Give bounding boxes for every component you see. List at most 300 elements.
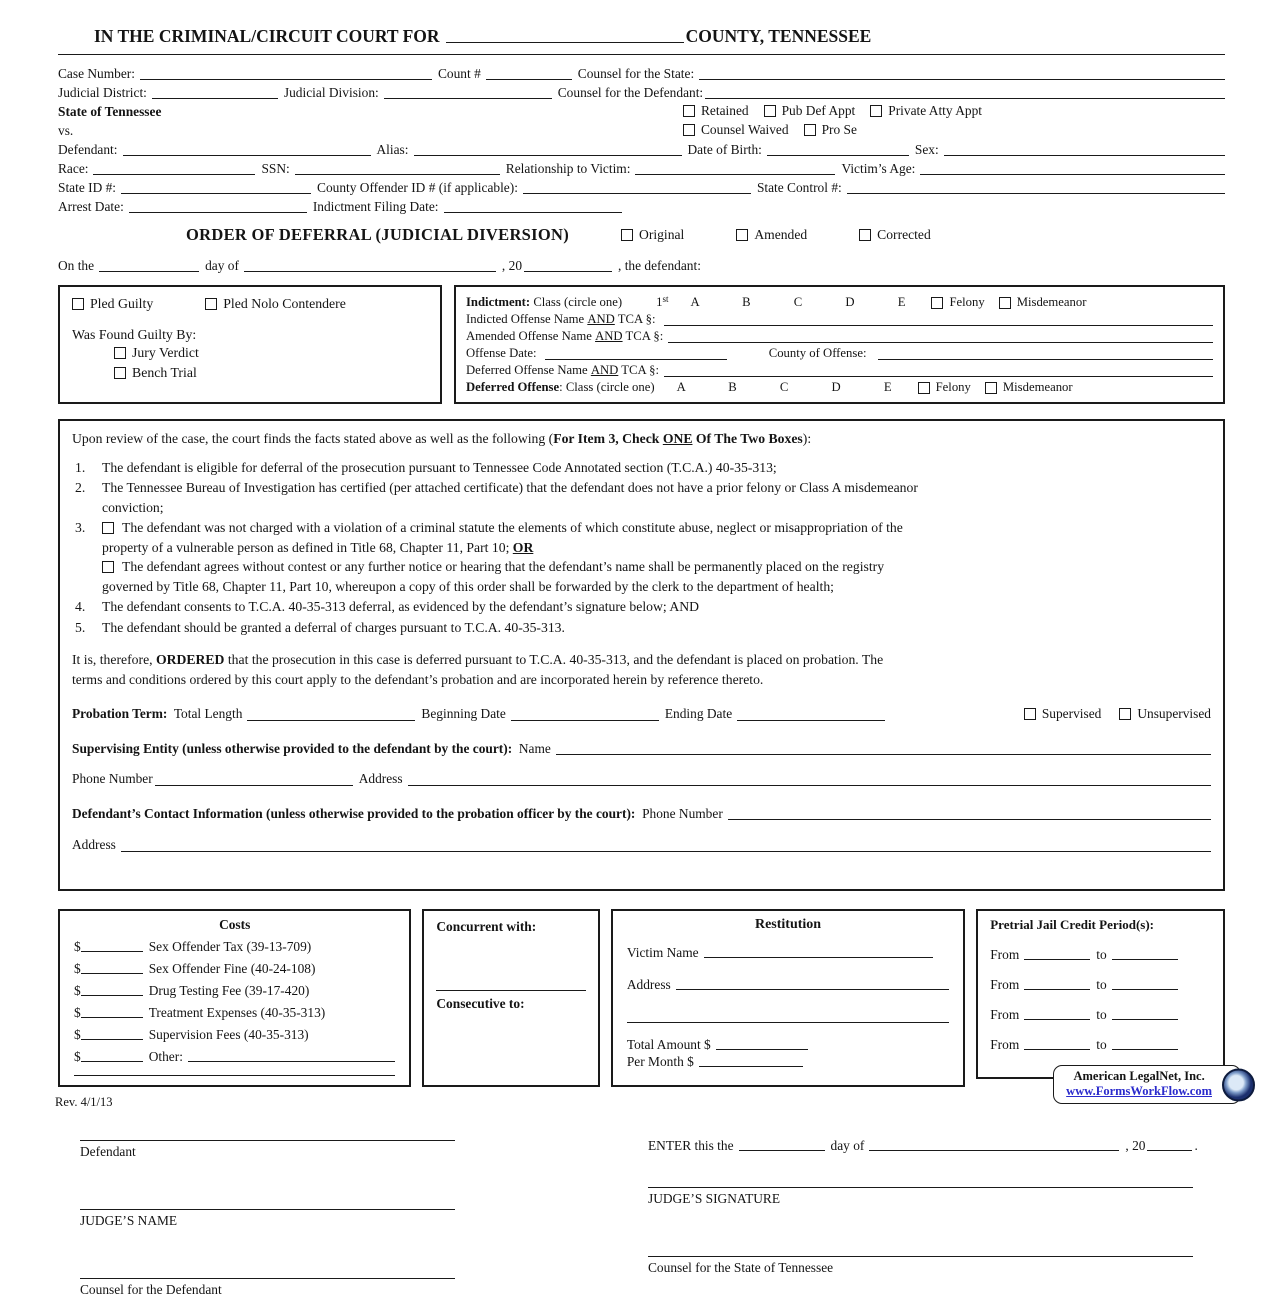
corrected-option [859, 227, 931, 243]
class-first: 1st [656, 294, 669, 309]
indictment-felony-option [931, 294, 984, 311]
ordered-text-line2: terms and conditions ordered by this court apply to the defendant’s probation and are incorporated herein by reference thereto. [72, 671, 764, 687]
indictment-filing-blank[interactable] [444, 212, 622, 213]
offense-date-label: Offense Date: [466, 346, 540, 360]
jail-credit-to-blank[interactable] [1112, 989, 1178, 990]
indicted-offense-row [466, 311, 1213, 328]
victim-name-label: Victim Name [626, 944, 699, 960]
beginning-date-label: Beginning Date [421, 706, 506, 721]
enter-year-blank[interactable] [1147, 1150, 1192, 1151]
signature-right-column [648, 1131, 1198, 1298]
order-date-row [58, 256, 1225, 275]
deferred-felony-label: Felony [935, 380, 971, 394]
jail-credit-from-blank[interactable] [1024, 1019, 1090, 1020]
cost-label: Supervision Fees (40-35-313) [148, 1026, 309, 1042]
item-text: The defendant should be granted a deferral of charges pursuant to T.C.A. 40-35-313. [102, 619, 565, 635]
relationship-blank[interactable] [635, 174, 835, 175]
county-of-offense-label: County of Offense: [768, 346, 873, 360]
supervising-phone-blank[interactable] [155, 785, 353, 786]
intro-one-underlined: ONE [662, 431, 693, 446]
checkbox-bench-trial[interactable] [114, 367, 126, 379]
from-label: From [990, 976, 1020, 992]
order-month-blank[interactable] [244, 271, 496, 272]
counsel-state-line[interactable] [648, 1247, 1193, 1257]
deferred-class-letters: A B C D E [676, 380, 892, 394]
pled-nolo-option [205, 296, 346, 312]
order-year-blank[interactable] [524, 271, 612, 272]
deferred-class-circle-label: : Class (circle one) [559, 380, 655, 394]
judicial-division-blank[interactable] [384, 98, 552, 99]
county-offender-label: County Offender ID # (if applicable): [317, 180, 518, 195]
plea-box [58, 285, 442, 404]
order-day-blank[interactable] [99, 271, 199, 272]
cost-row-supervision-fees [74, 1026, 395, 1043]
dob-blank[interactable] [767, 155, 909, 156]
checkbox-amended[interactable] [736, 229, 748, 241]
contact-phone-label: Phone Number [635, 805, 723, 821]
judicial-row [58, 83, 1225, 102]
from-label: From [990, 946, 1020, 962]
count-blank[interactable] [486, 79, 572, 80]
supervising-address-blank[interactable] [408, 785, 1211, 786]
checkbox-jury-verdict[interactable] [114, 347, 126, 359]
state-of-tennessee-label: State of Tennessee [58, 104, 162, 119]
county-of-offense-blank[interactable] [878, 359, 1213, 360]
counsel-waived-label: Counsel Waived [701, 122, 789, 137]
costs-title: Costs [219, 916, 251, 932]
jury-verdict-option [114, 345, 428, 363]
day-of-label: day of [205, 258, 239, 273]
cost-row-other [74, 1048, 395, 1065]
checkbox-original[interactable] [621, 229, 633, 241]
findings-intro [72, 429, 1211, 449]
consecutive-to-label: Consecutive to: [436, 996, 525, 1012]
checkbox-unsupervised[interactable] [1119, 708, 1131, 720]
item-number: 1. [75, 459, 86, 475]
indictment-class-letters: A B C D E [690, 295, 906, 309]
cost-amount-blank[interactable] [81, 995, 143, 996]
victims-age-blank[interactable] [920, 174, 1225, 175]
formsworkflow-link[interactable]: www.FormsWorkFlow.com [1066, 1084, 1212, 1098]
deferred-misdemeanor-option [985, 379, 1073, 396]
total-length-blank[interactable] [247, 720, 415, 721]
judges-name-signature [80, 1200, 455, 1229]
jail-credit-to-blank[interactable] [1112, 1019, 1178, 1020]
globe-icon [1222, 1068, 1255, 1101]
pro-se-label: Pro Se [821, 122, 857, 137]
counsel-defendant-label: Counsel for the Defendant: [557, 85, 704, 100]
sex-blank[interactable] [944, 155, 1225, 156]
amended-label: Amended [754, 227, 808, 242]
deferred-offense-class-row [466, 379, 1213, 396]
cost-label: Drug Testing Fee (39-17-420) [148, 982, 310, 998]
pled-guilty-option [72, 296, 153, 312]
state-id-blank[interactable] [121, 193, 311, 194]
retained-label: Retained [701, 103, 749, 118]
ordered-text: It is, therefore, [72, 652, 156, 667]
corrected-label: Corrected [877, 227, 931, 242]
cost-label: Sex Offender Tax (39-13-709) [148, 938, 312, 954]
and-underlined: AND [590, 363, 619, 377]
item-text: The Tennessee Bureau of Investigation has certified (per attached certificate) that the defendant does not have a prior felony or Class A misdemeanor conviction; [102, 480, 918, 515]
enter-date-row [648, 1131, 1198, 1154]
page-title [58, 26, 1225, 55]
indicted-offense-blank[interactable] [664, 325, 1213, 326]
to-label: to [1096, 1036, 1107, 1052]
name-label: Name [512, 740, 551, 756]
judicial-division-label: Judicial Division: [283, 85, 379, 100]
checkbox-pled-guilty[interactable] [72, 298, 84, 310]
item3b-line2: governed by Title 68, Chapter 11, Part 10, whereupon a copy of this order shall be forwarded by the clerk to the department of health; [102, 578, 834, 594]
deferred-offense-label: Deferred Offense [466, 380, 560, 394]
currency-symbol: $ [74, 960, 81, 976]
findings-items [72, 458, 1211, 638]
count-label: Count # [437, 66, 481, 81]
restitution-title: Restitution [754, 916, 822, 932]
item-number: 4. [75, 599, 86, 614]
or-underlined: OR [512, 539, 534, 555]
defendant-signature-line[interactable] [80, 1131, 455, 1141]
bench-trial-label: Bench Trial [132, 365, 197, 380]
total-amount-row [627, 1037, 949, 1053]
amended-option [736, 227, 807, 243]
jail-credit-to-blank[interactable] [1112, 959, 1178, 960]
cost-row-drug-testing-fee [74, 982, 395, 999]
arrest-date-row [58, 197, 1225, 216]
and-underlined: AND [595, 329, 623, 343]
alias-blank[interactable] [414, 155, 682, 156]
unsupervised-option [1119, 704, 1211, 724]
intro-text: ): [802, 431, 812, 446]
probation-term-label: Probation Term: [72, 706, 168, 721]
race-row [58, 159, 1225, 178]
to-label: to [1096, 946, 1107, 962]
counsel-type-group [683, 101, 982, 120]
checkbox-pro-se[interactable] [804, 124, 816, 136]
restitution-address-blank-2[interactable] [627, 1012, 949, 1023]
judges-signature-line[interactable] [648, 1178, 1193, 1188]
on-the-label: On the [58, 258, 95, 273]
item3a-line1: The defendant was not charged with a violation of a criminal statute the elements of which constitute abuse, neglect or misappropriation of the [122, 520, 903, 535]
plea-options-row [72, 296, 428, 312]
item-number: 2. [75, 480, 86, 495]
defendant-signature [80, 1131, 455, 1160]
pub-def-appt-option [764, 101, 856, 120]
cost-row-sex-offender-tax [74, 938, 395, 955]
restitution-address-label: Address [626, 976, 671, 992]
phone-number-label: Phone Number [72, 771, 153, 786]
counsel-state-signature [648, 1247, 1193, 1276]
judicial-district-label: Judicial District: [58, 85, 147, 100]
alias-label: Alias: [376, 142, 409, 157]
checkbox-retained[interactable] [683, 105, 695, 117]
arrest-date-blank[interactable] [129, 212, 307, 213]
case-number-blank[interactable] [140, 79, 432, 80]
indictment-class-row [466, 291, 1213, 311]
offense-date-row [466, 345, 1213, 362]
private-atty-appt-label: Private Atty Appt [888, 103, 982, 118]
cost-row-treatment-expenses [74, 1004, 395, 1021]
item-text: The defendant is eligible for deferral of the prosecution pursuant to Tennessee Code Annotated section (T.C.A.) 40-35-313; [102, 459, 777, 475]
indictment-misdemeanor-option [999, 294, 1087, 311]
offense-date-blank[interactable] [545, 359, 727, 360]
counsel-defendant-line[interactable] [80, 1269, 455, 1279]
from-label: From [990, 1036, 1020, 1052]
costs-box [58, 909, 411, 1087]
beginning-date-blank[interactable] [511, 720, 659, 721]
intro-bold: For Item 3, Check [553, 431, 663, 446]
ordered-paragraph [72, 650, 1211, 689]
currency-symbol: $ [74, 1048, 81, 1064]
cost-other-blank[interactable] [188, 1061, 395, 1062]
counsel-defendant-blank[interactable] [705, 98, 1225, 99]
class-circle-label: Class (circle one) [530, 295, 623, 309]
checkbox-pub-def-appt[interactable] [764, 105, 776, 117]
ssn-blank[interactable] [295, 174, 500, 175]
arrest-date-label: Arrest Date: [58, 199, 124, 214]
amended-offense-row [466, 328, 1213, 345]
checkbox-corrected[interactable] [859, 229, 871, 241]
item-text [102, 518, 1211, 596]
relationship-label: Relationship to Victim: [505, 161, 631, 176]
checkbox-item3-registry-agree[interactable] [102, 561, 114, 573]
currency-symbol: $ [74, 1004, 81, 1020]
intro-bold: Of The Two Boxes [692, 431, 803, 446]
defendant-label: Defendant: [58, 142, 118, 157]
checkbox-indictment-misdemeanor[interactable] [999, 297, 1011, 309]
ordered-text: that the prosecution in this case is deferred pursuant to T.C.A. 40-35-313, and the defendant is placed on probation. The [224, 652, 884, 667]
county-offender-blank[interactable] [523, 193, 751, 194]
defendant-phone-blank[interactable] [728, 819, 1211, 820]
counsel-state-blank[interactable] [699, 79, 1225, 80]
cost-amount-blank[interactable] [81, 1061, 143, 1062]
original-option [621, 227, 684, 243]
item3b-line1: The defendant agrees without contest or any further notice or hearing that the defendant’s name shall be permanently placed on the registry [122, 559, 885, 574]
the-defendant-label: , the defendant: [618, 258, 701, 273]
cost-extra-line[interactable] [74, 1065, 395, 1076]
state-control-blank[interactable] [847, 193, 1225, 194]
case-number-row [58, 64, 1225, 83]
court-form-page [0, 26, 1275, 1297]
pled-nolo-label: Pled Nolo Contendere [223, 296, 346, 311]
defendant-address-blank[interactable] [121, 851, 1211, 852]
revision-date: Rev. 4/1/13 [55, 1095, 113, 1109]
indictment-label: Indictment: [466, 295, 531, 309]
judges-name-label: JUDGE’S NAME [80, 1212, 178, 1228]
judges-signature [648, 1178, 1193, 1207]
original-label: Original [639, 227, 685, 242]
dob-label: Date of Birth: [687, 142, 762, 157]
defendant-blank[interactable] [123, 155, 371, 156]
jail-credit-row [990, 977, 1211, 993]
checkbox-counsel-waived[interactable] [683, 124, 695, 136]
pled-guilty-label: Pled Guilty [90, 296, 154, 311]
private-atty-appt-option [870, 101, 982, 120]
per-month-label: Per Month $ [626, 1053, 694, 1069]
victim-name-row [627, 945, 949, 961]
checkbox-deferred-felony[interactable] [918, 382, 930, 394]
deferred-offense-name-label: Deferred Offense Name [466, 363, 591, 377]
race-label: Race: [58, 161, 89, 176]
jail-credit-row [990, 947, 1211, 963]
concurrent-box [422, 909, 599, 1087]
supervising-entity-row [72, 739, 1211, 759]
finding-item-3 [72, 518, 1211, 596]
judicial-district-blank[interactable] [152, 98, 278, 99]
self-representation-group [683, 120, 857, 139]
jail-credit-from-blank[interactable] [1024, 959, 1090, 960]
cost-row-sex-offender-fine [74, 960, 395, 977]
state-of-tennessee-row [58, 102, 1225, 121]
checkbox-private-atty-appt[interactable] [870, 105, 882, 117]
defendant-row [58, 140, 1225, 159]
indictment-felony-label: Felony [949, 295, 985, 309]
county-name-blank[interactable] [446, 42, 684, 43]
tca-label: TCA §: [618, 363, 659, 377]
finding-item-2 [72, 478, 1211, 517]
plea-indictment-section [58, 285, 1225, 404]
sex-label: Sex: [914, 142, 939, 157]
restitution-address-blank[interactable] [676, 989, 949, 990]
victims-age-label: Victim’s Age: [841, 161, 916, 176]
judges-name-line[interactable] [80, 1200, 455, 1210]
judges-signature-label: JUDGE’S SIGNATURE [648, 1190, 781, 1206]
currency-symbol: $ [74, 938, 81, 954]
order-heading-row [58, 225, 1225, 245]
per-month-blank[interactable] [699, 1066, 803, 1067]
defendant-address-row [72, 835, 1211, 855]
item3a-line2: property of a vulnerable person as defined in Title 68, Chapter 11, Part 10; [102, 539, 513, 555]
defendant-contact-label: Defendant’s Contact Information (unless otherwise provided to the probation officer by the court): [72, 805, 636, 821]
enter-period: . [1194, 1137, 1198, 1153]
indictment-misdemeanor-label: Misdemeanor [1016, 295, 1087, 309]
currency-symbol: $ [74, 1026, 81, 1042]
counsel-defendant-signature-label: Counsel for the Defendant [80, 1281, 222, 1297]
cost-label: Sex Offender Fine (40-24-108) [148, 960, 316, 976]
item-number: 3. [75, 520, 86, 535]
victim-name-blank[interactable] [704, 957, 934, 958]
pub-def-appt-label: Pub Def Appt [781, 103, 856, 118]
indicted-offense-label: Indicted Offense Name [466, 312, 588, 326]
deferred-felony-option [918, 379, 971, 396]
supervised-label: Supervised [1041, 706, 1102, 721]
enter-20-label: , 20 [1125, 1137, 1146, 1153]
state-id-row [58, 178, 1225, 197]
and-underlined: AND [587, 312, 615, 326]
total-amount-label: Total Amount $ [626, 1036, 711, 1052]
concurrent-blank[interactable] [436, 980, 585, 991]
jail-credit-row [990, 1037, 1211, 1053]
unsupervised-label: Unsupervised [1137, 706, 1211, 721]
ending-date-label: Ending Date [664, 706, 733, 721]
checkbox-deferred-misdemeanor[interactable] [985, 382, 997, 394]
found-guilty-by-label: Was Found Guilty By: [72, 327, 197, 342]
supervising-phone-row [72, 769, 1211, 789]
defendant-signature-label: Defendant [80, 1143, 136, 1159]
address-label: Address [72, 837, 116, 852]
enter-day-blank[interactable] [739, 1150, 825, 1151]
amended-offense-label: Amended Offense Name [466, 329, 596, 343]
item-number: 5. [75, 619, 86, 635]
bench-trial-option [114, 365, 428, 383]
finding-item-4 [72, 597, 1211, 617]
jury-verdict-label: Jury Verdict [132, 345, 199, 360]
intro-text: Upon review of the case, the court finds the facts stated above as well as the following ( [72, 431, 554, 446]
restitution-box [611, 909, 965, 1087]
probation-term-row [72, 704, 1211, 724]
finding-item-5 [72, 618, 1211, 638]
counsel-state-label: Counsel for the State: [577, 66, 695, 81]
american-legalnet-badge [1053, 1065, 1241, 1104]
supervising-name-blank[interactable] [556, 754, 1211, 755]
enter-day-of-label: day of [830, 1137, 865, 1153]
pretrial-title: Pretrial Jail Credit Period(s): [990, 916, 1155, 932]
pro-se-option [804, 120, 857, 139]
deferred-misdemeanor-label: Misdemeanor [1002, 380, 1073, 394]
tca-label: TCA §: [614, 312, 659, 326]
signature-section [80, 1131, 1225, 1298]
amended-offense-blank[interactable] [668, 342, 1213, 343]
checkbox-indictment-felony[interactable] [931, 297, 943, 309]
tca-label: TCA §: [622, 329, 664, 343]
defendant-contact-row [72, 804, 1211, 824]
enter-this-label: ENTER this the [648, 1137, 734, 1153]
jail-credit-to-blank[interactable] [1112, 1049, 1178, 1050]
race-blank[interactable] [93, 174, 255, 175]
signature-left-column [80, 1131, 455, 1298]
to-label: to [1096, 976, 1107, 992]
vs-row [58, 121, 1225, 140]
cost-extra-line[interactable] [74, 1076, 395, 1087]
per-month-row [627, 1054, 949, 1070]
state-control-label: State Control #: [756, 180, 842, 195]
currency-symbol: $ [74, 982, 81, 998]
case-number-label: Case Number: [58, 66, 135, 81]
jail-credit-from-blank[interactable] [1024, 1049, 1090, 1050]
vs-label: vs. [58, 123, 74, 138]
legalnet-name: American LegalNet, Inc. [1073, 1069, 1205, 1083]
order-heading: ORDER OF DEFERRAL (JUDICIAL DIVERSION) [186, 225, 569, 244]
ordered-bold: ORDERED [156, 652, 225, 667]
supervised-option [1024, 704, 1102, 724]
twenty-label: , 20 [501, 258, 523, 273]
cost-amount-blank[interactable] [81, 951, 143, 952]
deferred-offense-name-blank[interactable] [664, 376, 1213, 377]
checkbox-pled-nolo-contendere[interactable] [205, 298, 217, 310]
cost-amount-blank[interactable] [81, 1017, 143, 1018]
ending-date-blank[interactable] [737, 720, 885, 721]
ssn-label: SSN: [261, 161, 290, 176]
enter-month-blank[interactable] [869, 1150, 1119, 1151]
jail-credit-row [990, 1007, 1211, 1023]
court-title-suffix: COUNTY, TENNESSEE [685, 26, 872, 46]
concurrent-with-label: Concurrent with: [436, 918, 537, 934]
restitution-address-row [627, 977, 949, 993]
bottom-boxes-section [58, 909, 1225, 1087]
counsel-defendant-signature [80, 1269, 455, 1298]
state-id-label: State ID #: [58, 180, 117, 195]
checkbox-item3-not-charged[interactable] [102, 522, 114, 534]
pretrial-jail-credit-box [976, 909, 1225, 1079]
cost-label: Other: [148, 1048, 183, 1064]
checkbox-supervised[interactable] [1024, 708, 1036, 720]
retained-option [683, 101, 749, 120]
cost-amount-blank[interactable] [81, 1039, 143, 1040]
counsel-state-signature-label: Counsel for the State of Tennessee [648, 1259, 834, 1275]
cost-amount-blank[interactable] [81, 973, 143, 974]
total-amount-blank[interactable] [716, 1049, 808, 1050]
jail-credit-from-blank[interactable] [1024, 989, 1090, 990]
